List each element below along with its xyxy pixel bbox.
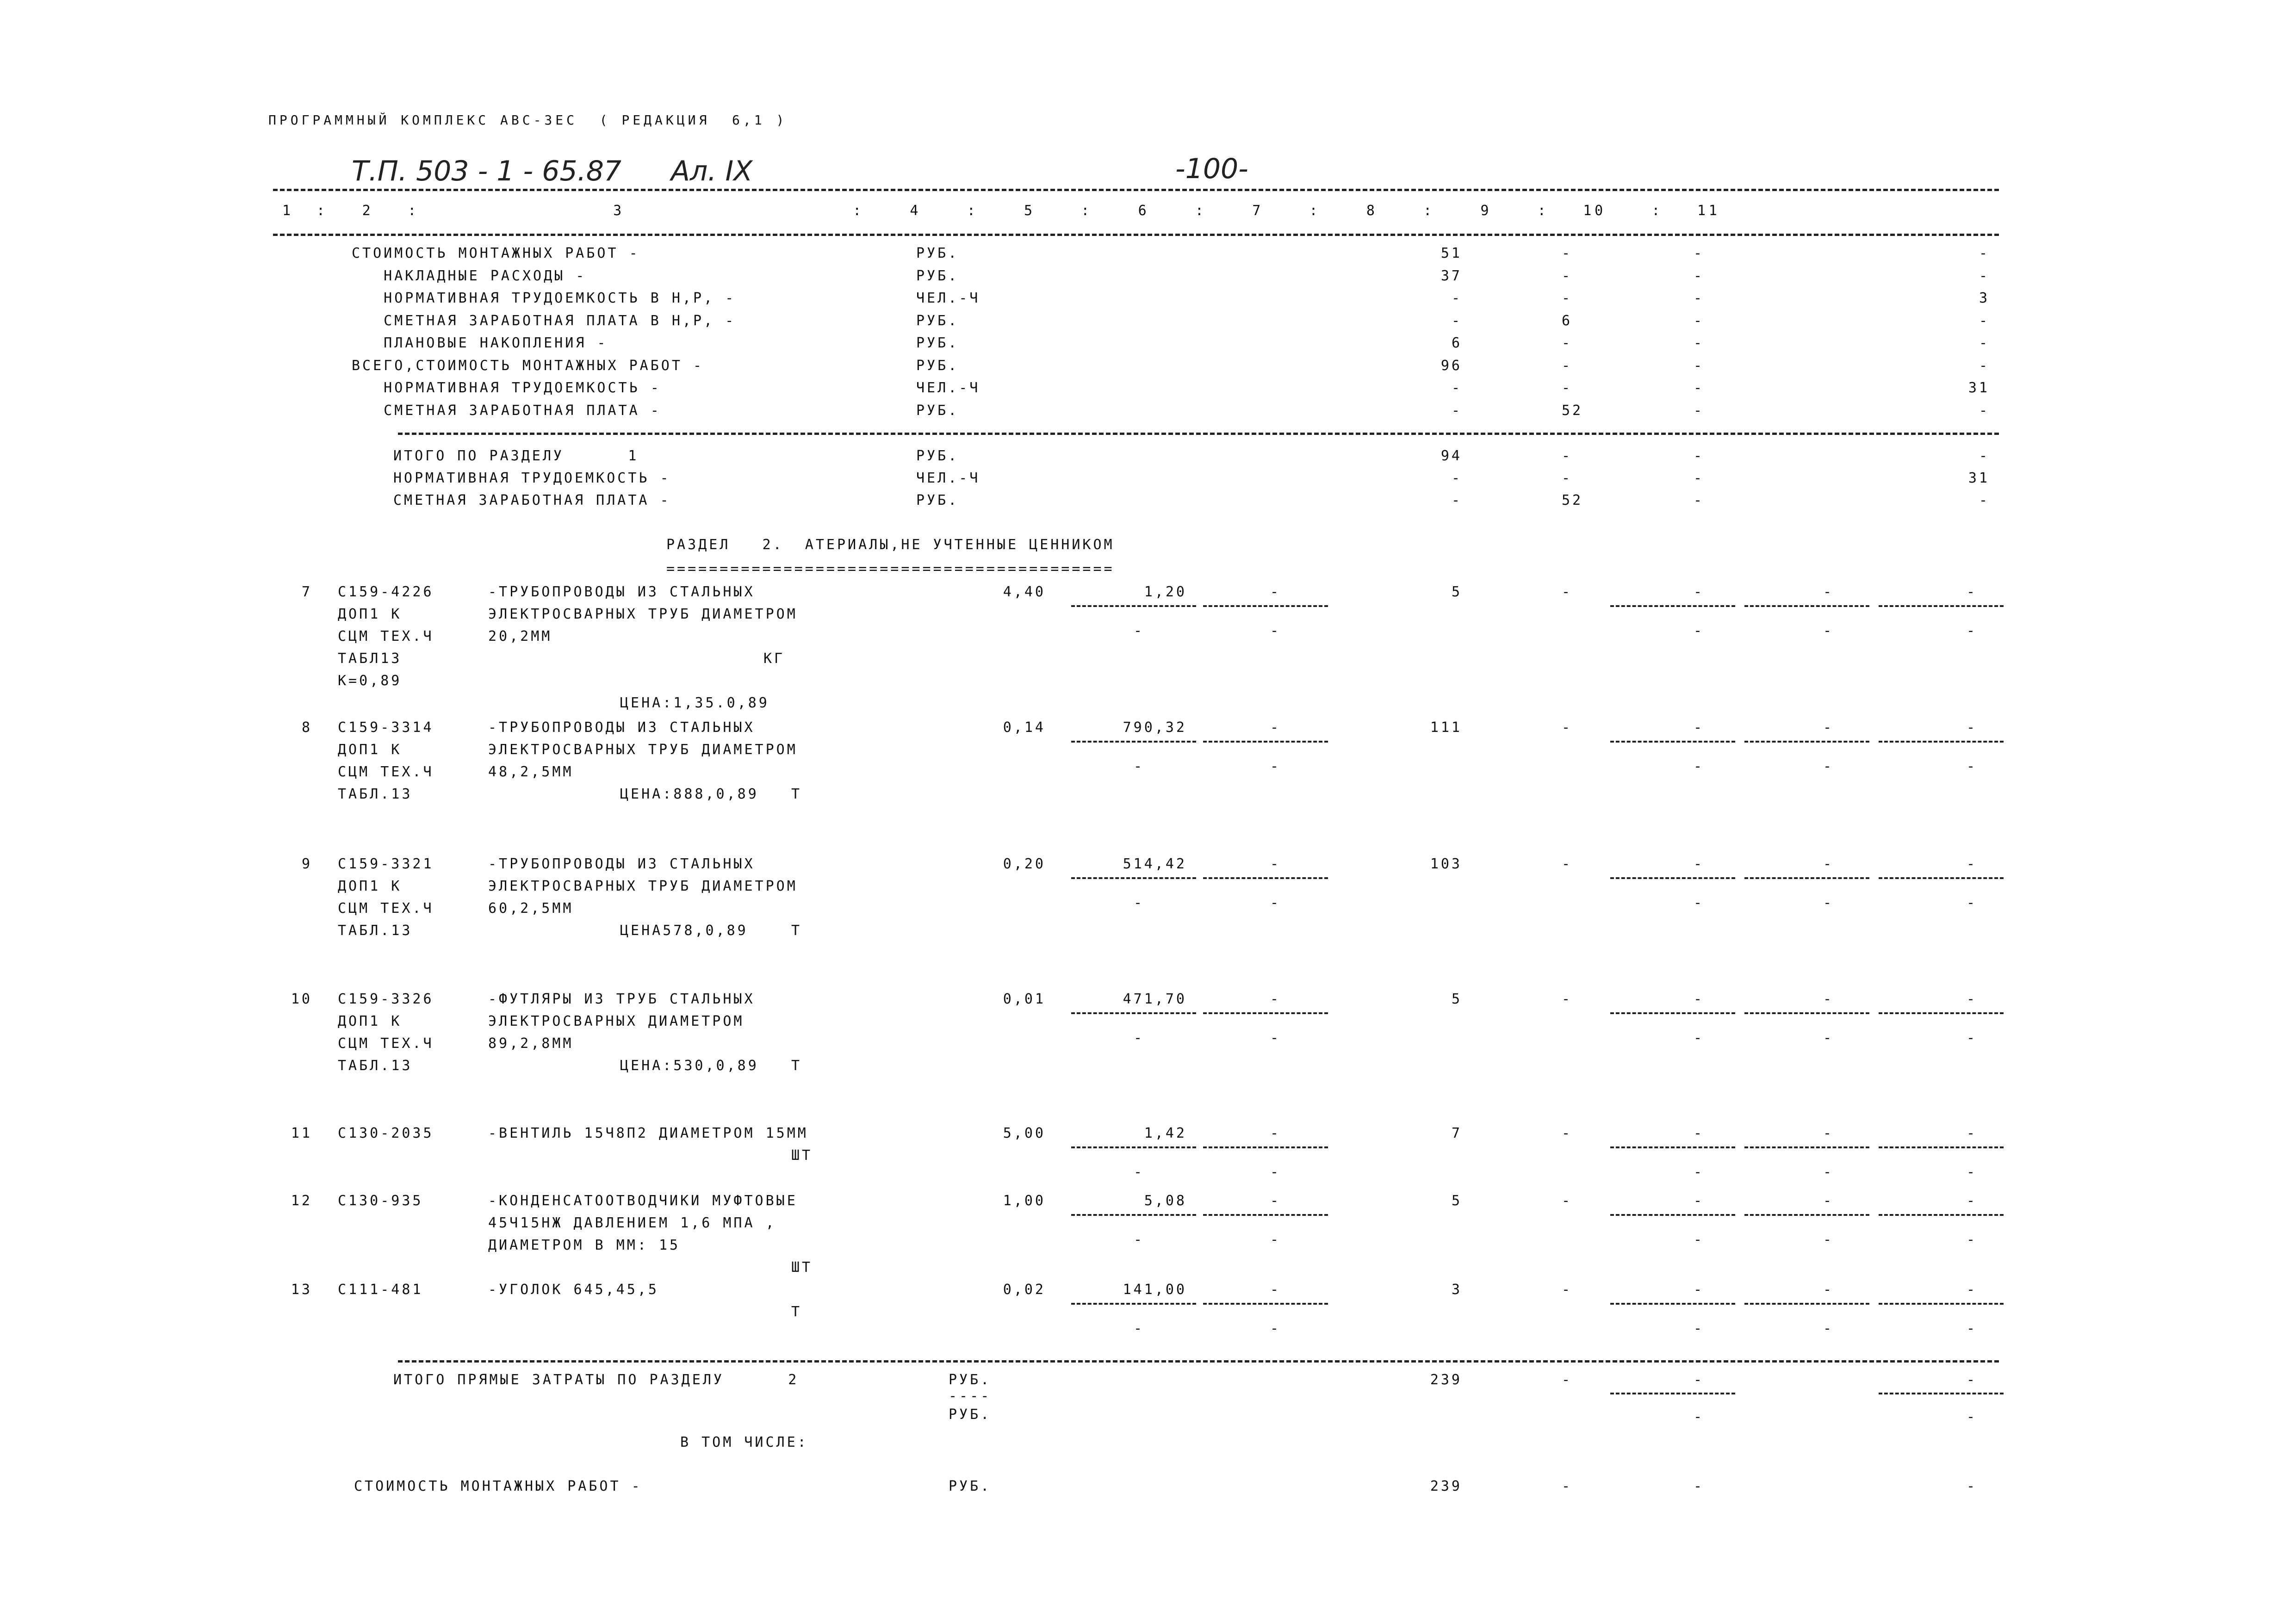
item-10-quantity: 0,01 — [1003, 991, 1046, 1007]
item-12-col9: - — [1694, 1193, 1705, 1209]
summary-line-unit: РУБ. — [916, 335, 959, 351]
item-13-col9-sub: - — [1694, 1320, 1705, 1337]
summary-line-col11: - — [1979, 267, 1990, 284]
item-11-code: С130-2035 — [338, 1125, 434, 1141]
summary-line-col7: 96 — [1440, 357, 1462, 374]
item-11-col6: - — [1270, 1125, 1281, 1141]
item-7-code: С159-4226 — [338, 584, 434, 600]
item-13-number: 13 — [291, 1282, 312, 1298]
last-line-unit: РУБ. — [949, 1478, 992, 1494]
item-13-code: С111-481 — [338, 1282, 423, 1298]
item-10-col6-sub: - — [1270, 1030, 1281, 1046]
section1-total-col8: - — [1562, 448, 1573, 464]
item-12-price-sub: - — [1134, 1232, 1145, 1248]
section1-total-unit: ЧЕЛ.-Ч — [916, 470, 980, 486]
section1-total-col7: 94 — [1440, 448, 1462, 464]
item-7-description: -ТРУБОПРОВОДЫ ИЗ СТАЛЬНЫХ — [488, 584, 755, 600]
summary-line-unit: ЧЕЛ.-Ч — [916, 290, 980, 306]
item-10-code: С159-3326 — [338, 991, 434, 1007]
item-11-col6-sub: - — [1270, 1164, 1281, 1180]
summary-line-col8: - — [1562, 290, 1573, 306]
item-7-rule-col6 — [1203, 605, 1328, 607]
item-9-price-note: ЦЕНА578,0,89 — [620, 923, 748, 939]
summary-line-unit: РУБ. — [916, 245, 959, 261]
item-10-basis: ТАБЛ.13 — [338, 1058, 413, 1074]
summary-line-col8: - — [1562, 267, 1573, 284]
last-line-col8: - — [1562, 1478, 1573, 1494]
item-9-basis: СЦМ ТЕХ.Ч — [338, 900, 434, 917]
item-13-col11-sub: - — [1967, 1320, 1978, 1337]
item-11-col11-sub: - — [1967, 1164, 1978, 1180]
summary-line-label: СМЕТНАЯ ЗАРАБОТНАЯ ПЛАТА - — [352, 402, 661, 419]
item-13-unit-price: 141,00 — [1123, 1282, 1187, 1298]
section2-total-unit-2: РУБ. — [949, 1406, 992, 1423]
summary-line-col8: - — [1562, 380, 1573, 396]
doc-reference: Т.П. 503 - 1 - 65.87 — [352, 155, 622, 187]
summary-line-col9: - — [1694, 402, 1705, 419]
summary-line-col9: - — [1694, 312, 1705, 329]
summary-line-col8: - — [1562, 357, 1573, 374]
item-7-col11: - — [1967, 584, 1978, 600]
including-label: В ТОМ ЧИСЛЕ: — [680, 1434, 808, 1450]
summary-line-unit: РУБ. — [916, 312, 959, 329]
item-8-description: 48,2,5ММ — [488, 764, 574, 780]
item-9-basis: ДОП1 К — [338, 878, 402, 894]
item-7-rule-col9 — [1610, 605, 1735, 607]
item-10-description: ЭЛЕКТРОСВАРНЫХ ДИАМЕТРОМ — [488, 1013, 745, 1029]
item-9-col9-sub: - — [1694, 895, 1705, 911]
item-10-col11-sub: - — [1967, 1030, 1978, 1046]
item-11-number: 11 — [291, 1125, 312, 1141]
item-7-number: 7 — [301, 584, 312, 600]
item-8-number: 8 — [301, 719, 312, 736]
item-13-col11: - — [1967, 1282, 1978, 1298]
item-8-price-sub: - — [1134, 758, 1145, 774]
item-10-rule-col9 — [1610, 1012, 1735, 1014]
item-10-col11: - — [1967, 991, 1978, 1007]
item-9-description: -ТРУБОПРОВОДЫ ИЗ СТАЛЬНЫХ — [488, 856, 755, 872]
item-10-price-sub: - — [1134, 1030, 1145, 1046]
item-13-rule-price — [1071, 1303, 1196, 1305]
item-8-col7: 111 — [1430, 719, 1462, 736]
item-9-col9: - — [1694, 856, 1705, 872]
item-11-col10: - — [1823, 1125, 1834, 1141]
section1-total-col11: - — [1979, 448, 1990, 464]
summary-line-label: СТОИМОСТЬ МОНТАЖНЫХ РАБОТ - — [352, 245, 640, 261]
item-9-rule-col9 — [1610, 877, 1735, 879]
item-9-col6: - — [1270, 856, 1281, 872]
item-7-col10: - — [1823, 584, 1834, 600]
item-12-description: 45Ч15НЖ ДАВЛЕНИЕМ 1,6 МПА , — [488, 1215, 776, 1231]
item-12-rule-col6 — [1203, 1214, 1328, 1216]
item-9-unit-price: 514,42 — [1123, 856, 1187, 872]
item-11-rule-col9 — [1610, 1146, 1735, 1148]
section2-total-col9: - — [1694, 1372, 1705, 1388]
item-12-description: -КОНДЕНСАТООТВОДЧИКИ МУФТОВЫЕ — [488, 1193, 798, 1209]
item-13-col8: - — [1562, 1282, 1573, 1298]
item-9-unit: Т — [791, 923, 802, 939]
summary-line-col11: 31 — [1968, 380, 1990, 396]
section1-total-col8: - — [1562, 470, 1573, 486]
item-8-basis: ДОП1 К — [338, 742, 402, 758]
section2-total-col11-sub: - — [1967, 1409, 1978, 1425]
summary-line-col7: 51 — [1440, 245, 1462, 261]
item-7-description: 20,2ММ — [488, 628, 552, 644]
item-11-unit-price: 1,42 — [1144, 1125, 1187, 1141]
item-8-rule-col10 — [1744, 741, 1869, 743]
summary-line-label: СМЕТНАЯ ЗАРАБОТНАЯ ПЛАТА В Н,Р, - — [352, 312, 736, 329]
item-13-description: -УГОЛОК 645,45,5 — [488, 1282, 659, 1298]
item-7-price-sub: - — [1134, 623, 1145, 639]
summary-line-label: ПЛАНОВЫЕ НАКОПЛЕНИЯ - — [352, 335, 608, 351]
summary-line-col7: - — [1451, 290, 1462, 306]
item-13-col7: 3 — [1451, 1282, 1462, 1298]
item-7-rule-price — [1071, 605, 1196, 607]
item-7-col11-sub: - — [1967, 623, 1978, 639]
item-8-col6-sub: - — [1270, 758, 1281, 774]
item-9-col10: - — [1823, 856, 1834, 872]
item-7-basis: К=0,89 — [338, 673, 402, 689]
item-11-rule-col11 — [1879, 1146, 2004, 1148]
section1-total-unit: РУБ. — [916, 492, 959, 508]
item-8-col8: - — [1562, 719, 1573, 736]
item-12-number: 12 — [291, 1193, 312, 1209]
item-12-rule-price — [1071, 1214, 1196, 1216]
summary-line-col8: 52 — [1562, 402, 1583, 419]
item-10-col10-sub: - — [1823, 1030, 1834, 1046]
item-9-col8: - — [1562, 856, 1573, 872]
summary-line-unit: РУБ. — [916, 357, 959, 374]
item-8-rule-col11 — [1879, 741, 2004, 743]
summary-line-col8: - — [1562, 335, 1573, 351]
section2-total-rule-col11 — [1879, 1393, 2004, 1394]
item-13-rule-col10 — [1744, 1303, 1869, 1305]
item-10-number: 10 — [291, 991, 312, 1007]
item-7-col9-sub: - — [1694, 623, 1705, 639]
item-7-unit-price: 1,20 — [1144, 584, 1187, 600]
page-number: -100- — [1175, 153, 1248, 185]
subtotal-rule — [398, 433, 1999, 435]
item-13-rule-col11 — [1879, 1303, 2004, 1305]
item-7-basis: ТАБЛ13 — [338, 650, 402, 667]
item-10-col7: 5 — [1451, 991, 1462, 1007]
item-12-col11: - — [1967, 1193, 1978, 1209]
section2-total-col8: - — [1562, 1372, 1573, 1388]
item-10-rule-col10 — [1744, 1012, 1869, 1014]
item-7-col10-sub: - — [1823, 623, 1834, 639]
item-7-quantity: 4,40 — [1003, 584, 1046, 600]
item-8-price-note: ЦЕНА:888,0,89 — [620, 786, 759, 802]
item-11-col9: - — [1694, 1125, 1705, 1141]
item-11-rule-col10 — [1744, 1146, 1869, 1148]
item-7-col6-sub: - — [1270, 623, 1281, 639]
summary-line-label: НОРМАТИВНАЯ ТРУДОЕМКОСТЬ В Н,Р, - — [352, 290, 736, 306]
item-12-unit: ШТ — [791, 1259, 813, 1276]
item-12-rule-col11 — [1879, 1214, 2004, 1216]
item-10-price-note: ЦЕНА:530,0,89 — [620, 1058, 759, 1074]
item-7-price-note: ЦЕНА:1,35.0,89 — [620, 695, 769, 711]
section1-total-label: НОРМАТИВНАЯ ТРУДОЕМКОСТЬ - — [393, 470, 671, 486]
last-line-label: СТОИМОСТЬ МОНТАЖНЫХ РАБОТ - — [354, 1478, 642, 1494]
item-8-col9-sub: - — [1694, 758, 1705, 774]
item-13-unit: Т — [791, 1304, 802, 1320]
item-12-description: ДИАМЕТРОМ В ММ: 15 — [488, 1237, 681, 1253]
item-8-col10-sub: - — [1823, 758, 1834, 774]
item-9-col10-sub: - — [1823, 895, 1834, 911]
item-11-description: -ВЕНТИЛЬ 15Ч8П2 ДИАМЕТРОМ 15ММ — [488, 1125, 808, 1141]
item-8-col10: - — [1823, 719, 1834, 736]
item-9-description: 60,2,5ММ — [488, 900, 574, 917]
summary-line-col8: - — [1562, 245, 1573, 261]
section1-total-col8: 52 — [1562, 492, 1583, 508]
summary-line-col11: - — [1979, 245, 1990, 261]
item-8-col11: - — [1967, 719, 1978, 736]
summary-line-col7: - — [1451, 402, 1462, 419]
summary-line-col8: 6 — [1562, 312, 1573, 329]
item-7-col6: - — [1270, 584, 1281, 600]
item-10-basis: СЦМ ТЕХ.Ч — [338, 1035, 434, 1052]
item-8-unit-price: 790,32 — [1123, 719, 1187, 736]
item-10-rule-col11 — [1879, 1012, 2004, 1014]
last-line-col7: 239 — [1430, 1478, 1462, 1494]
section2-total-rule-col9 — [1610, 1393, 1735, 1394]
item-7-col8: - — [1562, 584, 1573, 600]
item-8-unit: Т — [791, 786, 802, 802]
item-7-col7: 5 — [1451, 584, 1462, 600]
section2-total-col7: 239 — [1430, 1372, 1462, 1388]
summary-line-col11: - — [1979, 357, 1990, 374]
item-13-rule-col6 — [1203, 1303, 1328, 1305]
item-12-quantity: 1,00 — [1003, 1193, 1046, 1209]
item-7-rule-col11 — [1879, 605, 2004, 607]
item-12-col6: - — [1270, 1193, 1281, 1209]
section1-total-unit: РУБ. — [916, 448, 959, 464]
item-13-quantity: 0,02 — [1003, 1282, 1046, 1298]
summary-line-col7: 6 — [1451, 335, 1462, 351]
summary-line-col7: - — [1451, 312, 1462, 329]
section1-total-col7: - — [1451, 470, 1462, 486]
item-9-rule-col6 — [1203, 877, 1328, 879]
item-8-description: -ТРУБОПРОВОДЫ ИЗ СТАЛЬНЫХ — [488, 719, 755, 736]
item-8-rule-price — [1071, 741, 1196, 743]
section1-total-col9: - — [1694, 470, 1705, 486]
item-11-col10-sub: - — [1823, 1164, 1834, 1180]
section1-total-col11: 31 — [1968, 470, 1990, 486]
item-13-rule-col9 — [1610, 1303, 1735, 1305]
summary-line-unit: РУБ. — [916, 267, 959, 284]
section2-total-unit-rule: ---- — [949, 1388, 992, 1404]
summary-line-col9: - — [1694, 380, 1705, 396]
item-11-col8: - — [1562, 1125, 1573, 1141]
section1-total-col9: - — [1694, 492, 1705, 508]
summary-line-label: ВСЕГО,СТОИМОСТЬ МОНТАЖНЫХ РАБОТ - — [352, 357, 704, 374]
item-12-rule-col10 — [1744, 1214, 1869, 1216]
item-7-basis: ДОП1 К — [338, 606, 402, 622]
item-12-col6-sub: - — [1270, 1232, 1281, 1248]
section2-title: РАЗДЕЛ 2. АТЕРИАЛЫ,НЕ УЧТЕННЫЕ ЦЕННИКОМ — [666, 537, 1115, 553]
item-10-col10: - — [1823, 991, 1834, 1007]
total-rule — [398, 1360, 1999, 1363]
item-10-rule-price — [1071, 1012, 1196, 1014]
summary-line-col9: - — [1694, 267, 1705, 284]
item-11-rule-col6 — [1203, 1146, 1328, 1148]
summary-line-col9: - — [1694, 290, 1705, 306]
item-10-rule-col6 — [1203, 1012, 1328, 1014]
section2-total-unit: РУБ. — [949, 1372, 992, 1388]
item-8-code: С159-3314 — [338, 719, 434, 736]
summary-line-col11: - — [1979, 312, 1990, 329]
header-bottom-rule — [273, 234, 1999, 236]
column-number-header: 1 : 2 : 3 : 4 : 5 : 6 : 7 : 8 : 9 : 10 : 11 — [282, 203, 1720, 219]
item-13-col9: - — [1694, 1282, 1705, 1298]
item-11-unit: ШТ — [791, 1147, 813, 1164]
item-13-price-sub: - — [1134, 1320, 1145, 1337]
item-7-rule-col10 — [1744, 605, 1869, 607]
section1-total-label: СМЕТНАЯ ЗАРАБОТНАЯ ПЛАТА - — [393, 492, 671, 508]
item-9-quantity: 0,20 — [1003, 856, 1046, 872]
item-7-description: ЭЛЕКТРОСВАРНЫХ ТРУБ ДИАМЕТРОМ — [488, 606, 798, 622]
section1-total-col11: - — [1979, 492, 1990, 508]
item-12-col7: 5 — [1451, 1193, 1462, 1209]
program-header: ПРОГРАММНЫЙ КОМПЛЕКС АВС-ЗЕС ( РЕДАКЦИЯ 6,1 ) — [268, 112, 788, 128]
item-12-col8: - — [1562, 1193, 1573, 1209]
album-label: Ал. IX — [671, 155, 753, 187]
item-11-col9-sub: - — [1694, 1164, 1705, 1180]
summary-line-col9: - — [1694, 357, 1705, 374]
item-9-number: 9 — [301, 856, 312, 872]
summary-line-col9: - — [1694, 335, 1705, 351]
item-10-unit-price: 471,70 — [1123, 991, 1187, 1007]
item-7-unit: КГ — [763, 650, 785, 667]
summary-line-col9: - — [1694, 245, 1705, 261]
section1-total-col9: - — [1694, 448, 1705, 464]
item-10-description: -ФУТЛЯРЫ ИЗ ТРУБ СТАЛЬНЫХ — [488, 991, 755, 1007]
summary-line-col11: - — [1979, 335, 1990, 351]
item-9-basis: ТАБЛ.13 — [338, 923, 413, 939]
item-8-col6: - — [1270, 719, 1281, 736]
summary-line-col11: - — [1979, 402, 1990, 419]
summary-line-label: НАКЛАДНЫЕ РАСХОДЫ - — [352, 267, 587, 284]
item-10-col9-sub: - — [1694, 1030, 1705, 1046]
item-9-rule-price — [1071, 877, 1196, 879]
item-10-description: 89,2,8ММ — [488, 1035, 574, 1052]
item-9-rule-col10 — [1744, 877, 1869, 879]
item-12-rule-col9 — [1610, 1214, 1735, 1216]
item-12-code: С130-935 — [338, 1193, 423, 1209]
item-8-rule-col9 — [1610, 741, 1735, 743]
item-8-basis: СЦМ ТЕХ.Ч — [338, 764, 434, 780]
item-9-price-sub: - — [1134, 895, 1145, 911]
top-rule — [273, 189, 1999, 191]
item-9-col11-sub: - — [1967, 895, 1978, 911]
item-10-col8: - — [1562, 991, 1573, 1007]
last-line-col9: - — [1694, 1478, 1705, 1494]
section2-total-col9-sub: - — [1694, 1409, 1705, 1425]
item-10-basis: ДОП1 К — [338, 1013, 402, 1029]
item-11-rule-price — [1071, 1146, 1196, 1148]
last-line-col11: - — [1967, 1478, 1978, 1494]
item-11-quantity: 5,00 — [1003, 1125, 1046, 1141]
item-13-col6: - — [1270, 1282, 1281, 1298]
item-9-col7: 103 — [1430, 856, 1462, 872]
item-13-col10-sub: - — [1823, 1320, 1834, 1337]
item-11-col11: - — [1967, 1125, 1978, 1141]
item-10-unit: Т — [791, 1058, 802, 1074]
summary-line-unit: РУБ. — [916, 402, 959, 419]
summary-line-col11: 3 — [1979, 290, 1990, 306]
item-13-col10: - — [1823, 1282, 1834, 1298]
item-8-col11-sub: - — [1967, 758, 1978, 774]
item-10-col9: - — [1694, 991, 1705, 1007]
item-8-basis: ТАБЛ.13 — [338, 786, 413, 802]
item-9-col11: - — [1967, 856, 1978, 872]
item-7-col9: - — [1694, 584, 1705, 600]
item-12-col11-sub: - — [1967, 1232, 1978, 1248]
summary-line-col7: - — [1451, 380, 1462, 396]
item-9-code: С159-3321 — [338, 856, 434, 872]
summary-line-label: НОРМАТИВНАЯ ТРУДОЕМКОСТЬ - — [352, 380, 661, 396]
summary-line-unit: ЧЕЛ.-Ч — [916, 380, 980, 396]
item-8-quantity: 0,14 — [1003, 719, 1046, 736]
item-10-col6: - — [1270, 991, 1281, 1007]
item-8-description: ЭЛЕКТРОСВАРНЫХ ТРУБ ДИАМЕТРОМ — [488, 742, 798, 758]
item-12-col10-sub: - — [1823, 1232, 1834, 1248]
section2-total-label: ИТОГО ПРЯМЫЕ ЗАТРАТЫ ПО РАЗДЕЛУ 2 — [393, 1372, 799, 1388]
summary-line-col7: 37 — [1440, 267, 1462, 284]
item-7-basis: СЦМ ТЕХ.Ч — [338, 628, 434, 644]
item-12-unit-price: 5,08 — [1144, 1193, 1187, 1209]
item-12-col10: - — [1823, 1193, 1834, 1209]
item-12-col9-sub: - — [1694, 1232, 1705, 1248]
item-9-col6-sub: - — [1270, 895, 1281, 911]
section2-underline: ========================================== — [666, 561, 1115, 577]
section1-total-label: ИТОГО ПО РАЗДЕЛУ 1 — [393, 448, 639, 464]
item-11-col7: 7 — [1451, 1125, 1462, 1141]
section1-total-col7: - — [1451, 492, 1462, 508]
item-9-rule-col11 — [1879, 877, 2004, 879]
section2-total-col11: - — [1967, 1372, 1978, 1388]
item-8-col9: - — [1694, 719, 1705, 736]
item-13-col6-sub: - — [1270, 1320, 1281, 1337]
item-8-rule-col6 — [1203, 741, 1328, 743]
item-9-description: ЭЛЕКТРОСВАРНЫХ ТРУБ ДИАМЕТРОМ — [488, 878, 798, 894]
item-11-price-sub: - — [1134, 1164, 1145, 1180]
